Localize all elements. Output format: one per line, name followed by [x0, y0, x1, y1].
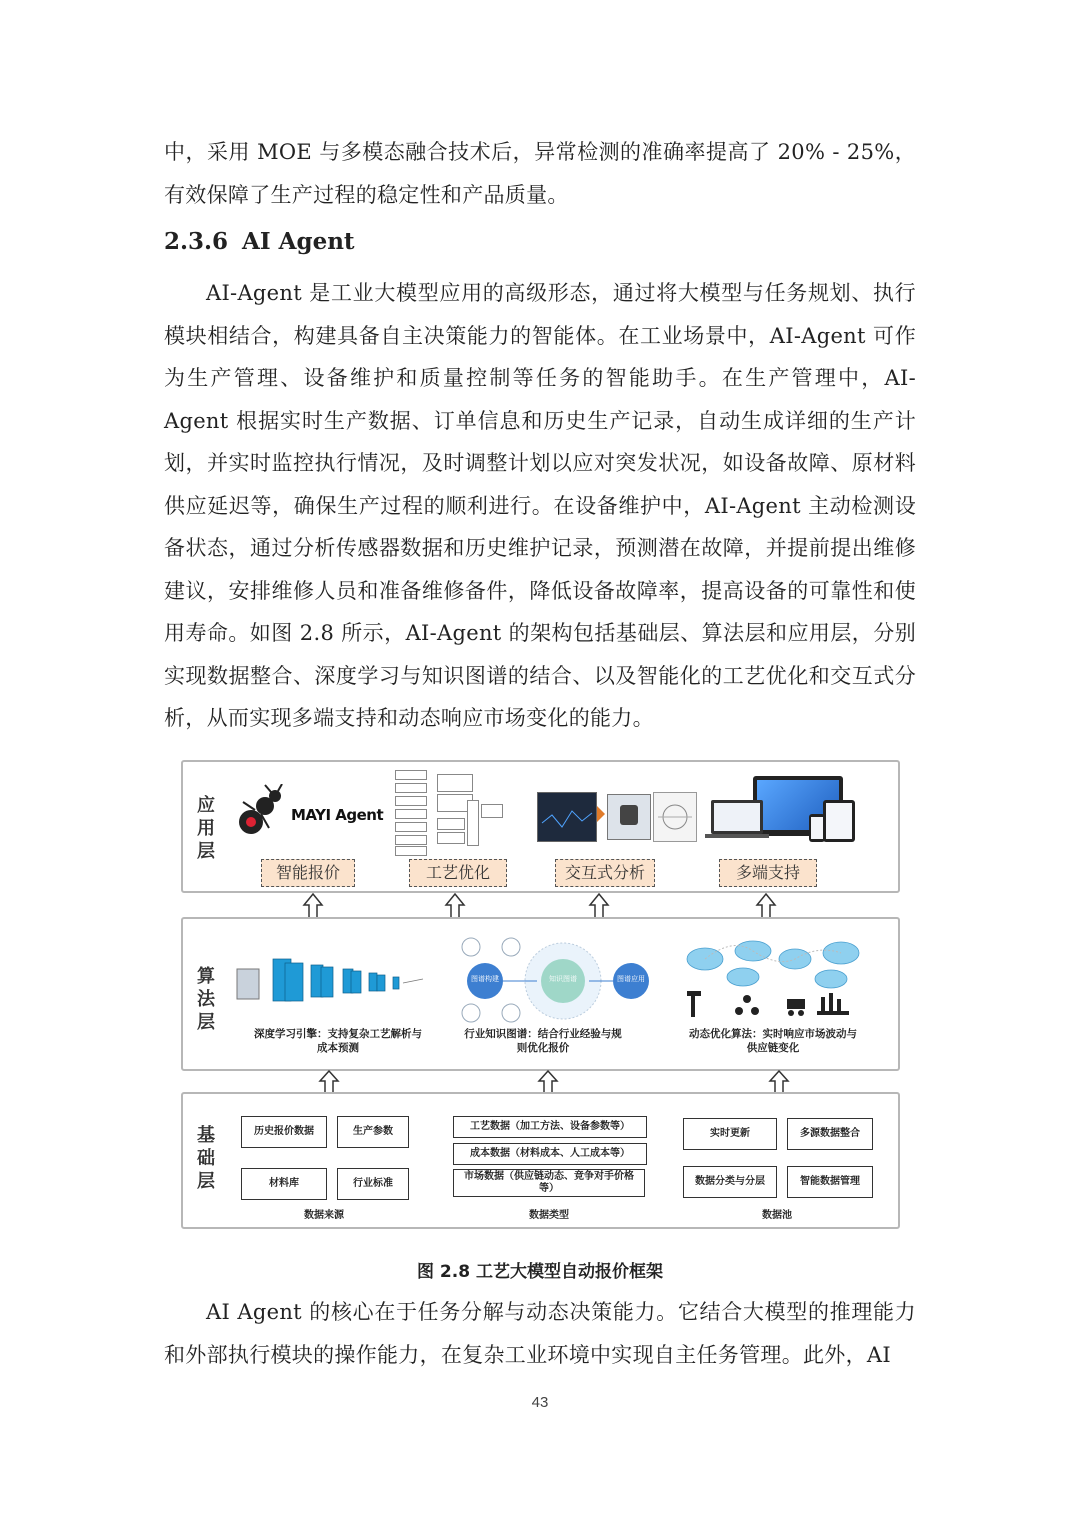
- laptop-base: [705, 834, 769, 838]
- base-layer: [181, 1092, 900, 1229]
- algorithm-layer: [181, 917, 900, 1071]
- application-layer: [181, 760, 900, 893]
- source-production-params: 生产参数: [337, 1116, 409, 1148]
- cnn-diagram: [233, 949, 428, 1015]
- kg-node-apply: 图谱应用: [617, 975, 645, 983]
- paragraph-top: 中，采用 MOE 与多模态融合技术后，异常检测的准确率提高了 20% - 25%，有效保障了生产过程的稳定性和产品质量。: [164, 140, 916, 207]
- tablet-device: [823, 800, 855, 842]
- type-process-data: 工艺数据（加工方法、设备参数等）: [453, 1116, 647, 1138]
- laptop-device: [711, 800, 763, 834]
- pool-realtime-update: 实时更新: [683, 1118, 777, 1150]
- flow-thumbnail: [395, 770, 499, 854]
- pool-label: 数据池: [762, 1210, 792, 1221]
- tag-smart-quote: 智能报价: [261, 859, 355, 887]
- caption-deep-learning: 深度学习引擎：支持复杂工艺解析与成本预测: [254, 1028, 422, 1054]
- tag-process-optimization: 工艺优化: [409, 859, 507, 887]
- source-history-quote: 历史报价数据: [241, 1116, 327, 1148]
- pool-multisource: 多源数据整合: [787, 1118, 873, 1150]
- tag-multi-terminal: 多端支持: [719, 859, 817, 887]
- drawing-image: [653, 792, 697, 842]
- phone-device: [809, 814, 825, 842]
- sources-label: 数据来源: [304, 1210, 344, 1221]
- source-material-library: 材料库: [241, 1168, 327, 1200]
- heading-title: AI Agent: [242, 228, 355, 255]
- figure-caption: 图 2.8 工艺大模型自动报价框架: [417, 1262, 663, 1282]
- algorithm-layer-label: 算法层: [197, 966, 215, 1033]
- base-layer-label: 基础层: [197, 1125, 215, 1192]
- kg-node-center: 知识图谱: [549, 975, 577, 983]
- source-industry-standard: 行业标准: [337, 1168, 409, 1200]
- pool-classification: 数据分类与分层: [683, 1166, 777, 1198]
- paragraph-bottom: AI Agent 的核心在于任务分解与动态决策能力。它结合大模型的推理能力和外部执行模块的操作能力，在复杂工业环境中实现自主任务管理。此外，AI: [164, 1300, 916, 1367]
- paragraph-main: AI-Agent 是工业大模型应用的高级形态，通过将大模型与任务规划、执行模块相结合，构建具备自主决策能力的智能体。在工业场景中，AI-Agent 可作为生产管理、设备维护和质量控制等任务的智能助手。在生产管理中，AI-Agent 根据实时生产数据、订单信息和历史生产记录，自动生成详细的生产计划，并实时监控执行情况，及时调整计划以应对突发状况，如设备故障、原材料供应延迟等，确保生产过程的顺利进行。在设备维护中，AI-Agent 主动检测设备状态，通过分析传感器数据和历史维护记录，预测潜在故障，并提前提出维修建议，安排维修人员和准备维修备件，降低设备故障率，提高设备的可靠性和使用寿命。如图 2.8 所示，AI-Agent 的架构包括基础层、算法层和应用层，分别实现数据整合、深度学习与知识图谱的结合、以及智能化的工艺优化和交互式分析，从而实现多端支持和动态响应市场变化的能力。: [164, 281, 916, 730]
- kg-node-build: 图谱构建: [471, 975, 499, 983]
- page-number: 43: [531, 1394, 549, 1411]
- caption-knowledge-graph: 行业知识图谱：结合行业经验与规则优化报价: [464, 1028, 622, 1054]
- type-market-data: 市场数据（供应链动态、竞争对手价格等）: [453, 1169, 645, 1197]
- pool-smart-management: 智能数据管理: [787, 1166, 873, 1198]
- types-label: 数据类型: [529, 1210, 569, 1221]
- application-layer-label: 应用层: [197, 795, 215, 862]
- scan-device-image: [607, 794, 651, 840]
- heading-number: 2.3.6: [164, 228, 229, 255]
- section-heading: [164, 228, 355, 255]
- arrow-right-icon: [597, 806, 605, 822]
- caption-dynamic-optimization: 动态优化算法：实时响应市场波动与供应链变化: [689, 1028, 857, 1054]
- type-cost-data: 成本数据（材料成本、人工成本等）: [453, 1143, 647, 1165]
- tag-interactive-analysis: 交互式分析: [555, 859, 655, 887]
- logo-text: MAYI Agent: [291, 806, 384, 824]
- cloud-network-diagram: [683, 937, 863, 1027]
- software-screenshot: [537, 792, 597, 842]
